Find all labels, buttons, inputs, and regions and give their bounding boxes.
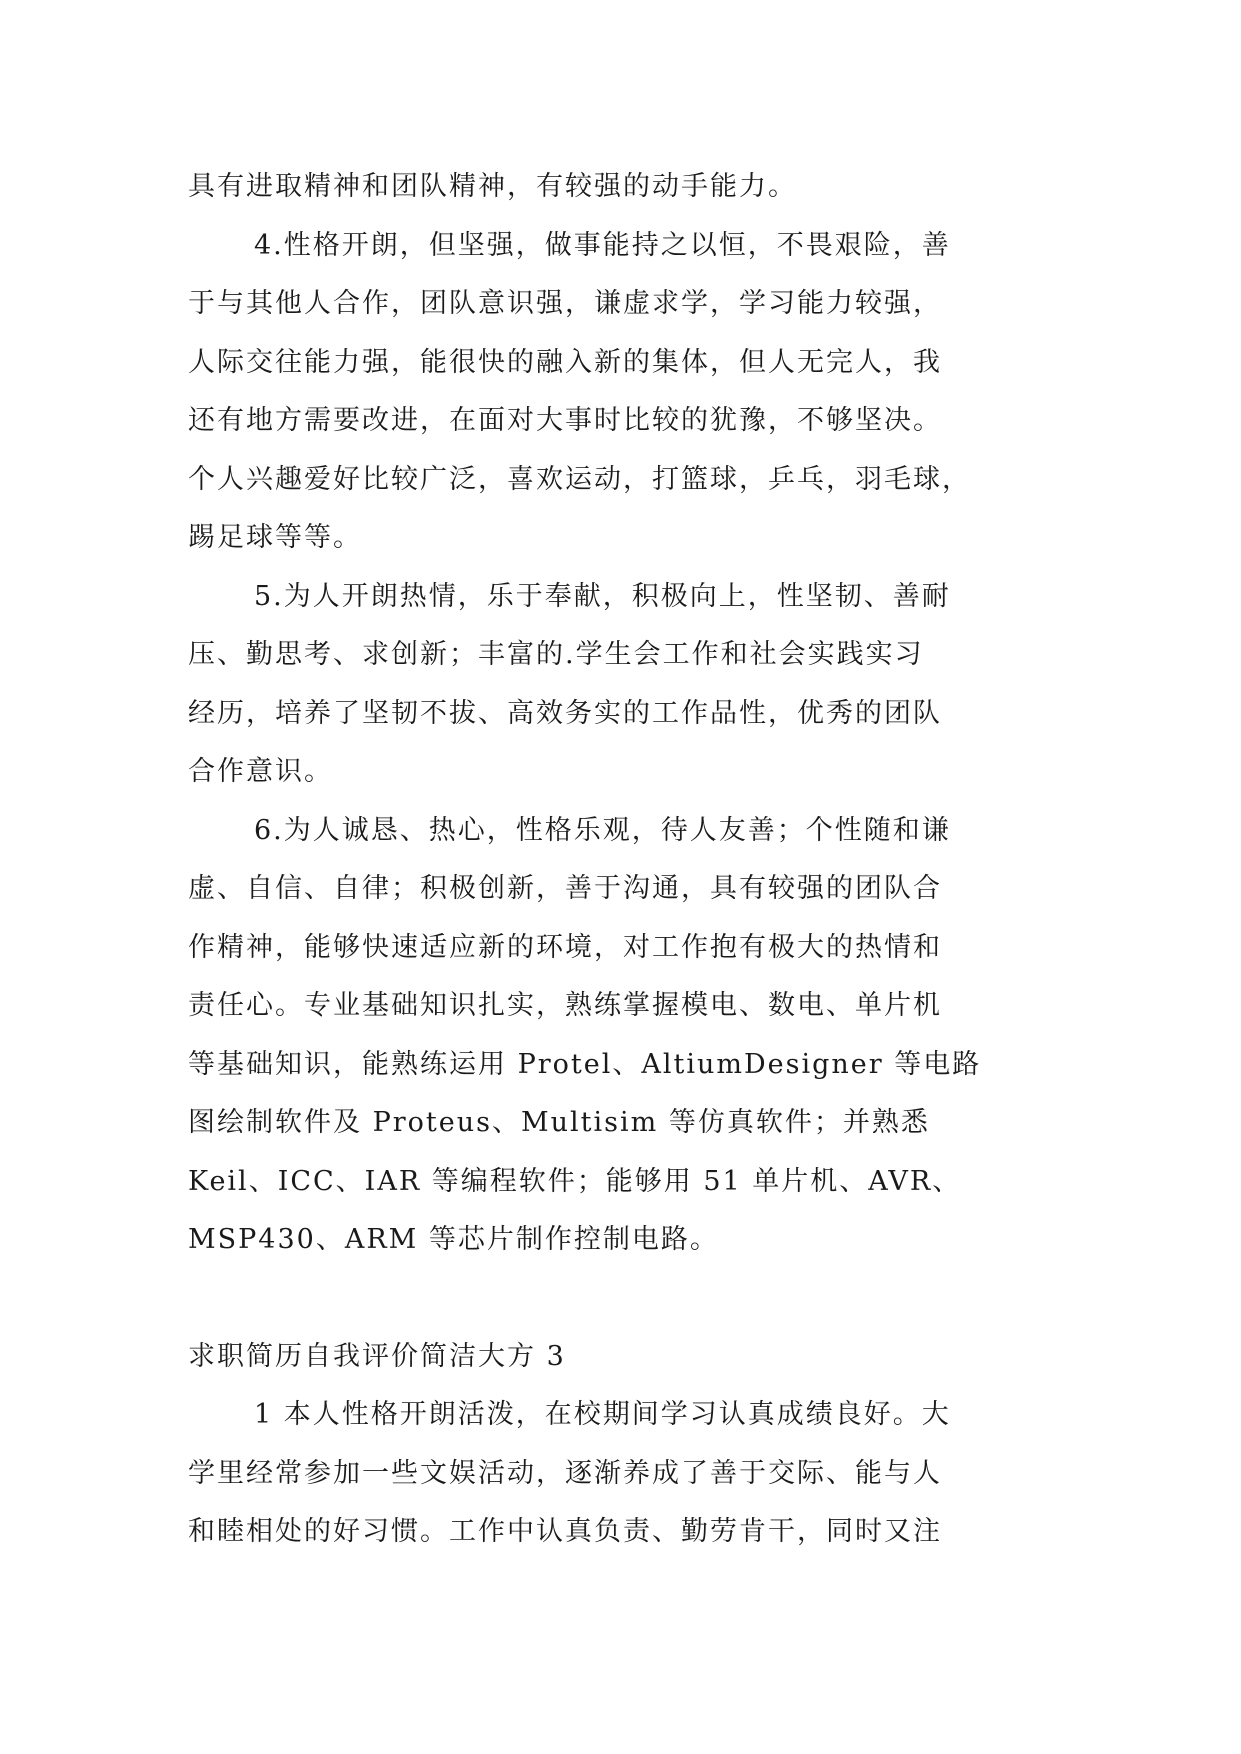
paragraph-line: 和睦相处的好习惯。工作中认真负责、勤劳肯干，同时又注 [188,1516,942,1547]
paragraph-line: 人际交往能力强，能很快的融入新的集体，但人无完人，我 [188,346,942,378]
section-self-evaluation-2-continued [188,158,1056,1270]
paragraph-line: 等基础知识，能熟练运用 Protel、AltiumDesigner 等电路 [188,1048,982,1080]
paragraph-line: 还有地方需要改进，在面对大事时比较的犹豫，不够坚决。 [188,405,942,436]
paragraph-line: Keil、ICC、IAR 等编程软件；能够用 51 单片机、AVR、 [188,1165,962,1197]
paragraph-line: 于与其他人合作，团队意识强，谦虚求学，学习能力较强， [188,288,942,319]
paragraph-line: 6.为人诚恳、热心，性格乐观，待人友善；个性随和谦 [254,814,951,846]
document-body [188,158,1056,1562]
paragraph-line: 图绘制软件及 Proteus、Multisim 等仿真软件；并熟悉 [188,1107,930,1138]
paragraph-line: 虚、自信、自律；积极创新，善于沟通，具有较强的团队合 [188,873,942,904]
paragraph-line: 个人兴趣爱好比较广泛，喜欢运动，打篮球，乒乓，羽毛球， [188,463,971,495]
paragraph-line: 具有进取精神和团队精神，有较强的动手能力。 [188,171,797,202]
paragraph-line: MSP430、ARM 等芯片制作控制电路。 [188,1224,719,1255]
paragraph-line: 压、勤思考、求创新；丰富的.学生会工作和社会实践实习 [188,639,924,670]
paragraph-line: 5.为人开朗热情，乐于奉献，积极向上，性坚韧、善耐 [254,580,951,612]
section-heading: 求职简历自我评价简洁大方 3 [188,1340,566,1372]
paragraph-line: 学里经常参加一些文娱活动，逐渐养成了善于交际、能与人 [188,1457,942,1489]
paragraph-line: 1 本人性格开朗活泼，在校期间学习认真成绩良好。大 [254,1399,951,1430]
paragraph-line: 作精神，能够快速适应新的环境，对工作抱有极大的热情和 [188,931,942,963]
paragraph-line: 合作意识。 [188,756,333,787]
paragraph-line: 经历，培养了坚韧不拔、高效务实的工作品性，优秀的团队 [188,697,942,729]
section-self-evaluation-3 [188,1386,1056,1562]
paragraph-line: 责任心。专业基础知识扎实，熟练掌握模电、数电、单片机 [188,990,942,1021]
paragraph-line: 4.性格开朗，但坚强，做事能持之以恒，不畏艰险，善 [254,229,951,261]
section-spacer [188,1270,1056,1328]
paragraph-line: 踢足球等等。 [188,522,362,553]
